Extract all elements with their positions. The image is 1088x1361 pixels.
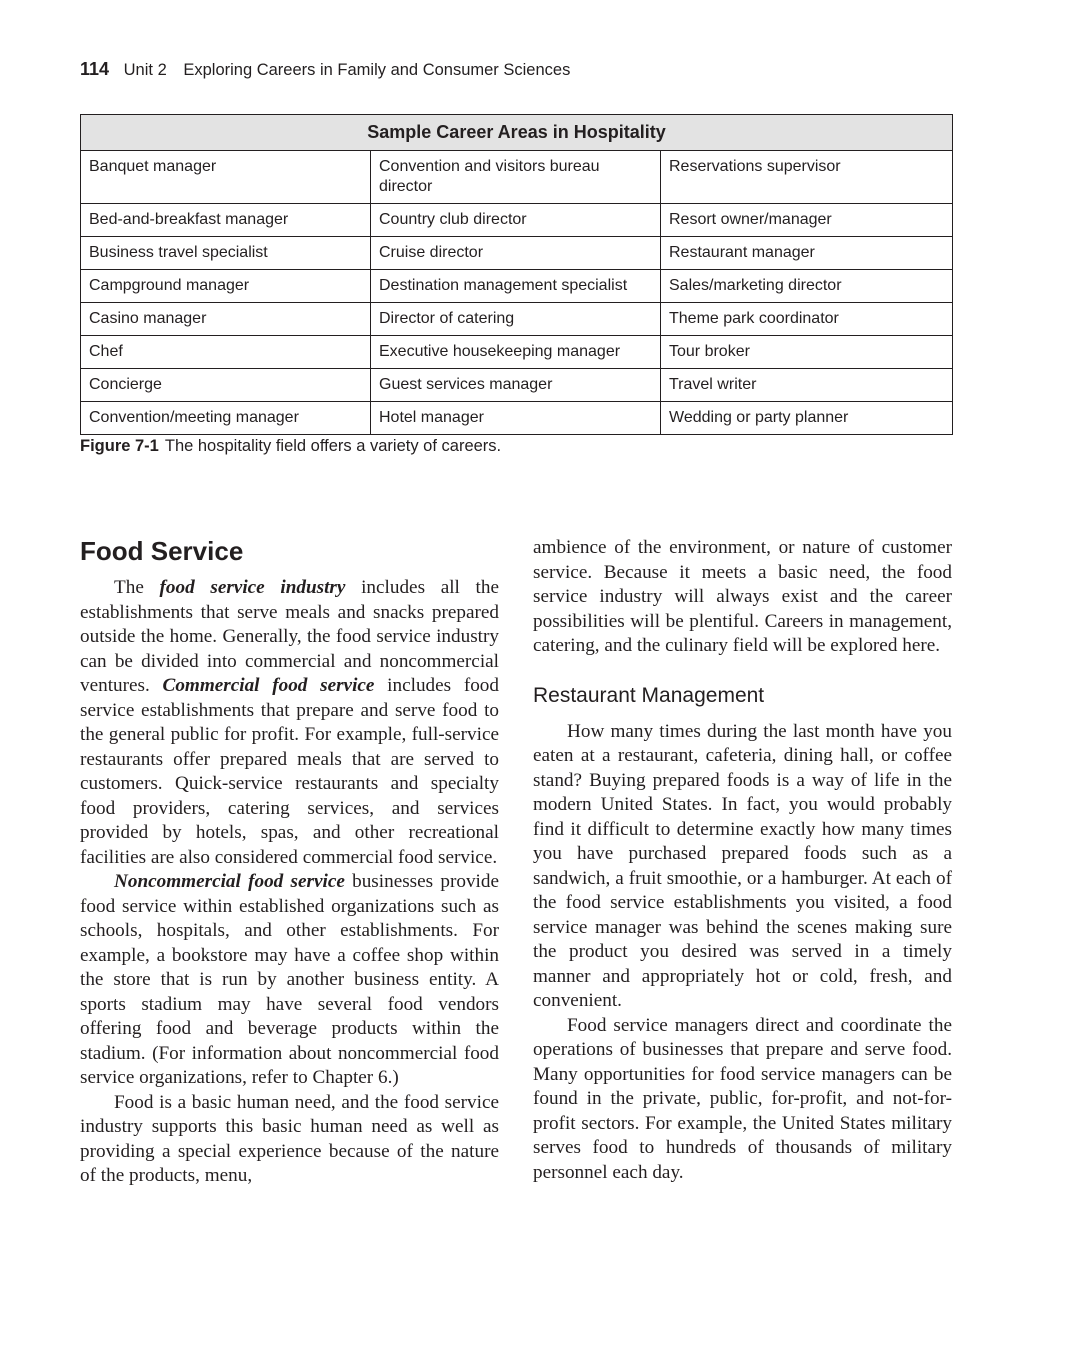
table-cell: Reservations supervisor xyxy=(661,151,953,204)
careers-table xyxy=(80,114,953,435)
table-cell: Director of catering xyxy=(371,303,661,336)
table-row xyxy=(81,151,953,204)
chapter-title: Exploring Careers in Family and Consumer Sciences xyxy=(183,61,571,79)
text-run: businesses provide food service within established organizations such as schools, hospitals, and other establishments. For example, a bookstore may have a coffee shop within the store that is run by another business entity. A sports stadium may have several food vendors offering food and beverage products within the stadium. (For information about noncommercial food service organizations, refer to Chapter 6.) xyxy=(80,871,499,1088)
table-row xyxy=(81,270,953,303)
text-run: The xyxy=(114,577,160,598)
unit-label: Unit 2 xyxy=(123,61,167,79)
table-cell: Convention/meeting manager xyxy=(81,402,371,435)
table-cell: Concierge xyxy=(81,369,371,402)
table-title: Sample Career Areas in Hospitality xyxy=(81,115,953,151)
key-term: Noncommercial food service xyxy=(114,871,345,892)
text-run: includes all the establishments that serve meals and snacks prepared outside the home. Generally, the food service industry can be divided into commercial and noncommercial ventures. xyxy=(80,577,499,696)
table-cell: Convention and visitors bureau director xyxy=(371,151,661,204)
table-header-row xyxy=(81,115,953,151)
figure-label: Figure 7-1 xyxy=(80,437,159,455)
text-run: includes food service establishments that prepare and serve food to the general public for profit. For example, full-service restaurants offer prepared meals that are served to customers. Quick-service restaurants and specialty food providers, catering services, and services provided by hotels, spas, and other recreational facilities are also considered commercial food service. xyxy=(80,675,499,868)
page-number: 114 xyxy=(80,59,110,79)
table-row xyxy=(81,303,953,336)
table-cell: Destination management specialist xyxy=(371,270,661,303)
table-cell: Hotel manager xyxy=(371,402,661,435)
table-cell: Cruise director xyxy=(371,237,661,270)
table-cell: Executive housekeeping manager xyxy=(371,336,661,369)
table-cell: Country club director xyxy=(371,204,661,237)
table-row xyxy=(81,336,953,369)
table-cell: Resort owner/manager xyxy=(661,204,953,237)
table-cell: Tour broker xyxy=(661,336,953,369)
table-row xyxy=(81,369,953,402)
table-row xyxy=(81,204,953,237)
table-row xyxy=(81,402,953,435)
text-column-right xyxy=(533,536,952,1185)
table-cell: Travel writer xyxy=(661,369,953,402)
text-column-left xyxy=(80,535,499,1189)
table-cell: Restaurant manager xyxy=(661,237,953,270)
paragraph xyxy=(80,870,499,1091)
paragraph: How many times during the last month have you eaten at a restaurant, cafeteria, dining hall, or coffee stand? Buying prepared foods is a way of life in the modern United States. In fact, you would probably find it difficult to determine exactly how many times you have purchased prepared foods such as a sandwich, a fruit smoothie, or a hamburger. At each of the food service establishments you visited, a food service manager was behind the scenes making sure the product you desired was served in a timely manner and appropriately hot or cold, fresh, and convenient. xyxy=(533,720,952,1011)
key-term: Commercial food service xyxy=(162,675,375,696)
paragraph xyxy=(80,576,499,870)
paragraph: Food is a basic human need, and the food service industry supports this basic human need as well as providing a special experience because of the nature of the products, menu, xyxy=(80,1091,499,1186)
table-cell: Guest services manager xyxy=(371,369,661,402)
table-cell: Casino manager xyxy=(81,303,371,336)
figure-caption xyxy=(80,437,501,456)
subsection-heading: Restaurant Management xyxy=(533,683,765,707)
table-cell: Business travel specialist xyxy=(81,237,371,270)
paragraph: Food service managers direct and coordinate the operations of businesses that prepare and serve food. Many opportunities for food service managers can be found in the private, public, for-profit, and not-for-profit sectors. For example, the United States military serves food to hundreds of thousands of military personnel each day. xyxy=(533,1014,952,1183)
table-cell: Banquet manager xyxy=(81,151,371,204)
table-cell: Chef xyxy=(81,336,371,369)
figure-caption-text: The hospitality field offers a variety of careers. xyxy=(164,437,502,455)
table-cell: Campground manager xyxy=(81,270,371,303)
table-cell: Sales/marketing director xyxy=(661,270,953,303)
table-row xyxy=(81,237,953,270)
table-cell: Wedding or party planner xyxy=(661,402,953,435)
section-heading: Food Service xyxy=(80,536,244,566)
key-term: food service industry xyxy=(159,577,346,598)
table-cell: Theme park coordinator xyxy=(661,303,953,336)
running-head xyxy=(80,59,570,80)
table-cell: Bed-and-breakfast manager xyxy=(81,204,371,237)
paragraph-continued: ambience of the environment, or nature of customer service. Because it meets a basic need, the food service industry will always exist and the career possibilities will be plentiful. Careers in management, catering, and the culinary field will be explored here. xyxy=(533,537,952,656)
